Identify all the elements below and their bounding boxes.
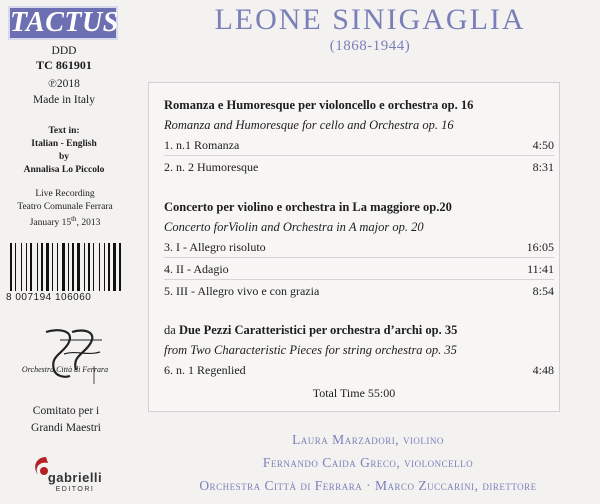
composer-dates: (1868-1944) — [329, 38, 411, 54]
ddd-code: DDD — [51, 45, 77, 57]
barcode-bar — [59, 243, 61, 291]
track-duration: 4:50 — [532, 138, 554, 152]
barcode — [6, 243, 128, 305]
barcode-bar — [17, 243, 20, 291]
catalog-number: TC 861901 — [36, 58, 92, 72]
barcode-bar — [26, 243, 27, 291]
work-3 — [164, 322, 554, 381]
barcode-bar — [10, 243, 12, 291]
barcode-bar — [50, 243, 51, 291]
work-title: Romanza e Humoresque per violoncello e orchestra op. 16 — [164, 98, 474, 112]
track-row — [164, 236, 554, 258]
barcode-bar — [111, 243, 112, 291]
barcode-bar — [68, 243, 69, 291]
track-row — [164, 359, 554, 381]
barcode-bar — [95, 243, 98, 291]
barcode-bar — [99, 243, 100, 291]
track-duration: 11:41 — [527, 262, 554, 276]
work-1 — [164, 97, 554, 178]
performer-violin: Laura Marzadori, violino — [292, 432, 444, 447]
comitato-line-2: Grandi Maestri — [31, 422, 101, 434]
track-row — [164, 156, 554, 178]
barcode-bar — [101, 243, 103, 291]
barcode-bar — [108, 243, 110, 291]
barcode-bar — [39, 243, 40, 291]
text-credits — [0, 125, 128, 177]
total-time: Total Time 55:00 — [312, 386, 396, 400]
barcode-bar — [75, 243, 76, 291]
orchestra-logo-icon — [6, 326, 132, 386]
label-column — [0, 0, 140, 504]
track-duration: 8:54 — [532, 284, 554, 298]
track-duration: 16:05 — [526, 240, 554, 254]
recording-info — [0, 188, 130, 230]
live-recording: Live Recording — [35, 189, 95, 199]
comitato — [0, 403, 132, 437]
work-title: da Due Pezzi Caratteristici per orchestra d’archi op. 35 — [164, 323, 458, 337]
tactus-logo: TACTUS — [10, 7, 119, 38]
barcode-bar — [93, 243, 94, 291]
track-label: 2. n. 2 Humoresque — [164, 160, 259, 174]
barcode-bar — [54, 243, 56, 291]
barcode-bar — [113, 243, 116, 291]
barcode-bar — [13, 243, 14, 291]
made-in: Made in Italy — [33, 94, 95, 106]
composer-name: LEONE SINIGAGLIA — [214, 3, 526, 36]
track-duration: 8:31 — [532, 160, 554, 174]
track-label: 5. III - Allegro vivo e con grazia — [164, 284, 320, 298]
venue: Teatro Comunale Ferrara — [17, 201, 113, 212]
work-subtitle: from Two Characteristic Pieces for string orchestra op. 35 — [164, 343, 457, 357]
barcode-bar — [84, 243, 85, 291]
track-row — [164, 258, 554, 280]
text-by: by — [58, 152, 70, 162]
comitato-line-1: Comitato per i — [32, 405, 100, 417]
barcode-bar — [44, 243, 45, 291]
performer-cello: Fernando Caida Greco, violoncello — [262, 455, 474, 470]
barcode-number: 8 007194 106060 — [6, 292, 92, 303]
phonogram-year: ℗2018 — [48, 78, 80, 90]
barcode-bar — [30, 243, 32, 291]
barcode-bar — [23, 243, 25, 291]
text-in-line: Text in: — [48, 126, 80, 136]
publisher-sub: EDITORI — [55, 486, 95, 493]
barcode-bar — [28, 243, 29, 291]
work-2 — [164, 199, 554, 302]
barcode-bar — [52, 243, 53, 291]
barcode-bar — [66, 243, 67, 291]
barcode-bar — [81, 243, 83, 291]
track-row — [164, 280, 554, 302]
barcode-bar — [72, 243, 74, 291]
orchestra-logo-text: Orchestra Città di Ferrara — [21, 365, 109, 374]
work-subtitle: Romanza and Humoresque for cello and Orchestra op. 16 — [164, 118, 454, 132]
recording-date: January 15th, 2013 — [29, 215, 101, 229]
barcode-bar — [104, 243, 105, 291]
barcode-bar — [37, 243, 38, 291]
barcode-bar — [88, 243, 90, 291]
barcode-bar — [119, 243, 121, 291]
track-label: 4. II - Adagio — [164, 262, 229, 276]
barcode-bar — [21, 243, 22, 291]
barcode-bar — [41, 243, 43, 291]
barcode-bar — [77, 243, 80, 291]
barcode-bar — [86, 243, 87, 291]
barcode-bar — [57, 243, 58, 291]
publisher-name: gabrielli — [47, 470, 103, 485]
barcode-bar — [62, 243, 65, 291]
barcode-bar — [70, 243, 71, 291]
barcode-bar — [46, 243, 49, 291]
text-languages: Italian - English — [31, 139, 97, 149]
barcode-bar — [15, 243, 16, 291]
track-label: 1. n.1 Romanza — [164, 138, 240, 152]
barcode-bars — [10, 243, 128, 291]
track-label: 6. n. 1 Regenlied — [164, 363, 246, 377]
work-subtitle: Concerto forViolin and Orchestra in A major op. 20 — [164, 220, 424, 234]
track-row — [164, 134, 554, 156]
track-label: 3. I - Allegro risoluto — [164, 240, 266, 254]
work-title: Concerto per violino e orchestra in La maggiore op.20 — [164, 200, 452, 214]
performer-orchestra: Orchestra Città di Ferrara · Marco Zuccarini, direttore — [199, 478, 537, 493]
text-author: Annalisa Lo Piccolo — [23, 165, 105, 175]
barcode-bar — [91, 243, 92, 291]
barcode-bar — [117, 243, 118, 291]
barcode-bar — [33, 243, 36, 291]
track-duration: 4:48 — [532, 363, 554, 377]
barcode-bar — [106, 243, 107, 291]
